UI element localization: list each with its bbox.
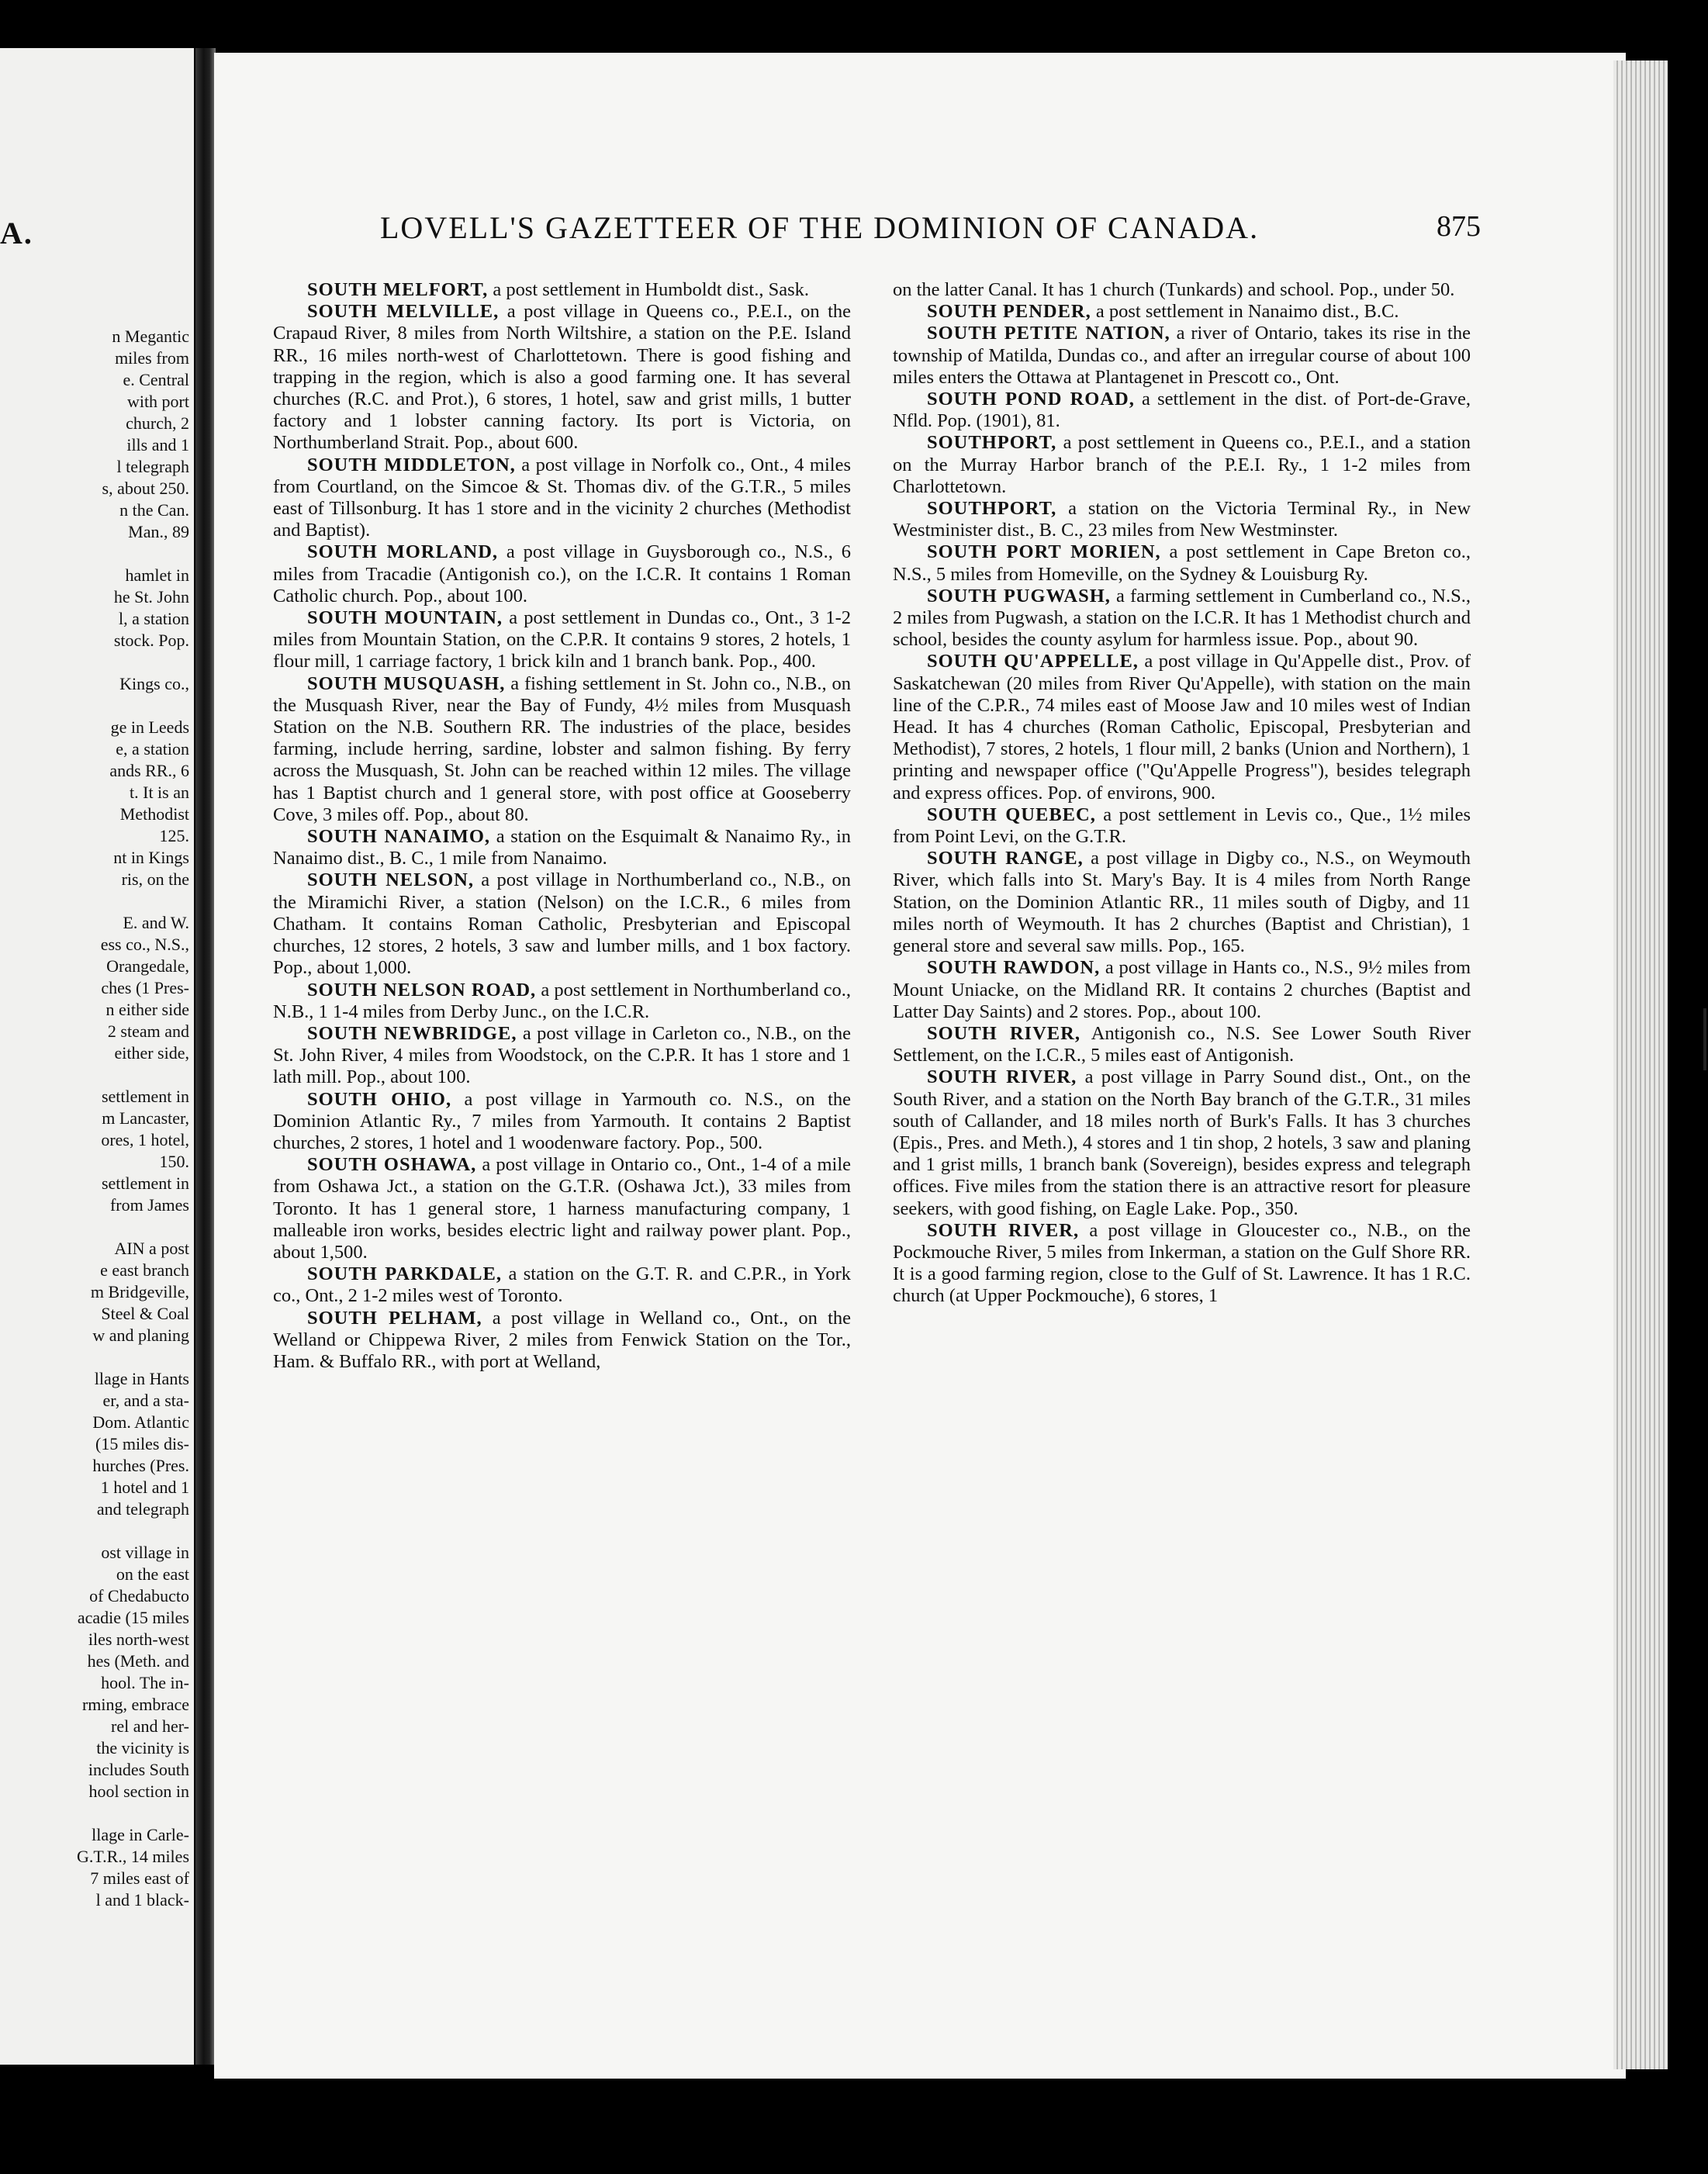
entry-body: a post village in Ontario co., Ont., 1-4 of a mile from Oshawa Jct., a station on the G.T.R. (Oshawa Jct.), 33 miles from Toronto. It has 1 general store, 1 harness manufacturing company, 1 malleable iron works, besides electric light and railway power plant. Pop., about 1,500.: [273, 1154, 852, 1263]
facing-page-line: hurches (Pres.: [92, 1456, 189, 1475]
facing-page-line: and telegraph: [96, 1499, 189, 1519]
facing-page-line: rel and her-: [111, 1716, 189, 1736]
facing-page-line: l and 1 black-: [95, 1890, 189, 1910]
facing-page-line: l telegraph: [116, 457, 189, 476]
entry-body: a post village in Gloucester co., N.B., on the Pockmouche River, 5 miles from Inkerman, a station on the Gulf Shore RR. It is a good farming region, close to the Gulf of St. Lawrence. It has 1 R.C. church (at Upper Pockmouche), 6 stores, 1: [893, 1219, 1471, 1307]
entry-body: a post village in Parry Sound dist., Ont., on the South River, and a station on the North Bay branch of the G.T.R., 31 miles south of Callander, and 18 miles north of Burk's Falls. It has 3 churches (Epis., Pres. and Meth.), 4 stores and 1 tin shop, 2 hotels, 3 saw and planing and 1 grist mills, 1 branch bank (Sovereign), besides express and telegraph offices. Five miles from the station there is an attractive resort for pleasure seekers, with good fishing, on Eagle Lake. Pop., 350.: [893, 1066, 1471, 1219]
entry-body: a post village in Norfolk co., Ont., 4 miles from Courtland, on the Simcoe & St. Thomas div. of the G.T.R., 5 miles east of Tillsonburg. It has 1 store and in the vicinity 2 churches (Methodist and Baptist).: [273, 454, 851, 541]
gazetteer-entry: [893, 279, 1471, 301]
facing-page-line: the vicinity is: [96, 1738, 189, 1758]
entry-heading: SOUTH NELSON ROAD,: [307, 979, 537, 1001]
entry-heading: SOUTH MIDDLETON,: [307, 454, 516, 475]
entry-heading: SOUTH MELVILLE,: [307, 301, 500, 323]
facing-page-line: [0, 890, 189, 912]
facing-page-line: llage in Carle-: [92, 1825, 189, 1844]
facing-page-line: e, a station: [116, 739, 189, 759]
facing-page-line: [0, 1802, 189, 1824]
entry-heading: SOUTH QUEBEC,: [927, 804, 1096, 825]
facing-page-line: ches (1 Pres-: [101, 978, 189, 997]
facing-page-line: m Bridgeville,: [90, 1282, 189, 1301]
gazetteer-entry: [893, 541, 1471, 585]
facing-page-line: rming, embrace: [81, 1695, 189, 1714]
facing-page-line: [0, 1346, 189, 1368]
entry-body: a post settlement in Queens co., P.E.I., and a station on the Murray Harbor branch of the P.E.I. Ry., 1 1-2 miles from Charlottetown.: [893, 432, 1471, 497]
entry-heading: SOUTH PUGWASH,: [927, 585, 1111, 607]
gazetteer-entry: [893, 323, 1471, 389]
facing-page-line: includes South: [88, 1760, 189, 1779]
entry-body: a post village in Hants co., N.S., 9½ miles from Mount Uniacke, on the Midland RR. It contains 2 churches (Baptist and Latter Day Saints) and 2 stores. Pop., about 100.: [893, 957, 1471, 1022]
entry-body: a station on the Victoria Terminal Ry., in New Westminister dist., B. C., 23 miles from New Westminster.: [893, 498, 1471, 541]
facing-page-line: Kings co.,: [119, 674, 189, 693]
page-edges: [1613, 60, 1668, 2069]
facing-page-line: [0, 543, 189, 565]
facing-page-line: Orangedale,: [106, 956, 189, 976]
gazetteer-entry: [273, 1263, 851, 1307]
entry-body: a post village in Qu'Appelle dist., Prov. of Saskatchewan (20 miles from River Qu'Appelle), with station on the main line of the C.P.R., 74 miles east of Moose Jaw and 10 miles west of Indian Head. It has 4 churches (Roman Catholic, Episcopal, Presbyterian and Methodist), 7 stores, 2 hotels, 1 flour mill, 2 banks (Union and Northern), 1 printing and newspaper office ("Qu'Appelle Progress"), besides telegraph and express offices. Pop. of environs, 900.: [893, 651, 1471, 804]
entry-body: a post settlement in Nanaimo dist., B.C.: [1095, 301, 1399, 323]
facing-page-line: 7 miles east of: [90, 1868, 189, 1888]
entry-body: a fishing settlement in St. John co., N.B., on the Musquash River, near the Bay of Fundy, 4½ miles from Musquash Station on the N.B. Southern RR. The industries of the place, besides farming, include herring, sardine, lobster and salmon fishing. By ferry across the Musquash, St. John can be reached within 12 miles. The village has 1 Baptist church and 1 general store, with post office at Gooseberry Cove, 3 miles off. Pop., about 80.: [273, 672, 851, 825]
facing-page-line: 1 hotel and 1: [100, 1478, 189, 1497]
facing-page-line: [0, 1064, 189, 1086]
entry-heading: SOUTH RIVER,: [927, 1219, 1080, 1241]
entry-heading: SOUTH NELSON,: [307, 869, 474, 891]
entry-body: a post settlement in Dundas co., Ont., 3 1-2 miles from Mountain Station, on the C.P.R. It contains 9 stores, 2 hotels, 1 flour mill, 1 carriage factory, 1 brick kiln and 1 branch bank. Pop., 400.: [273, 607, 851, 672]
facing-page-line: Dom. Atlantic: [92, 1412, 189, 1432]
entry-body: on the latter Canal. It has 1 church (Tunkards) and school. Pop., under 50.: [893, 279, 1455, 300]
facing-page-line: l, a station: [118, 609, 189, 628]
facing-page-line: [0, 1520, 189, 1542]
entry-heading: SOUTH PELHAM,: [307, 1307, 482, 1329]
gazetteer-entry: [273, 1308, 851, 1374]
gazetteer-entry: [893, 301, 1471, 323]
facing-page-text: [0, 326, 189, 1911]
facing-page-line: t. It is an: [130, 783, 189, 802]
gazetteer-entry: [273, 980, 851, 1023]
entry-heading: SOUTH PARKDALE,: [307, 1263, 502, 1285]
facing-page-line: Man., 89: [128, 522, 189, 541]
entry-heading: SOUTH NANAIMO,: [307, 826, 491, 848]
facing-page-line: he St. John: [113, 587, 189, 607]
gazetteer-entry: [273, 1154, 851, 1263]
facing-page-line: on the east: [116, 1564, 189, 1584]
gazetteer-entry: [893, 1023, 1471, 1066]
facing-page-line: 2 steam and: [107, 1021, 189, 1041]
facing-page-line: n either side: [105, 1000, 189, 1019]
entry-heading: SOUTH PENDER,: [927, 301, 1091, 323]
facing-page-line: of Chedabucto: [89, 1586, 189, 1605]
entry-heading: SOUTH POND ROAD,: [927, 389, 1135, 410]
facing-page-line: 150.: [159, 1152, 189, 1171]
facing-page-line: e. Central: [123, 370, 189, 389]
left-column: [273, 279, 851, 1373]
facing-page-line: with port: [126, 392, 189, 411]
gazetteer-entry: [893, 957, 1471, 1023]
entry-heading: SOUTH QU'APPELLE,: [927, 651, 1139, 672]
gazetteer-entry: [893, 804, 1471, 848]
entry-body: a post settlement in Cape Breton co., N.S., 5 miles from Homeville, on the Sydney & Louisburg Ry.: [893, 541, 1471, 585]
gazetteer-entry: [893, 586, 1471, 652]
book-gutter: [195, 48, 216, 2065]
page-number: 875: [1437, 210, 1481, 243]
entry-heading: SOUTH RIVER,: [927, 1022, 1080, 1044]
facing-page-line: s, about 250.: [102, 479, 189, 498]
facing-page-line: settlement in: [101, 1087, 189, 1106]
entry-heading: SOUTH OSHAWA,: [307, 1154, 477, 1176]
entry-body: Antigonish co., N.S. See Lower South River Settlement, on the I.C.R., 5 miles east of Antigonish.: [893, 1022, 1471, 1066]
entry-heading: SOUTH MOUNTAIN,: [307, 607, 503, 629]
entry-body: a post settlement in Northumberland co., N.B., 1 1-4 miles from Derby Junc., on the I.C.R.: [273, 979, 852, 1022]
facing-page-line: 125.: [159, 826, 189, 845]
gazetteer-entry: [893, 848, 1471, 957]
entry-heading: SOUTHPORT,: [927, 498, 1057, 520]
margin-mark: [1703, 1008, 1706, 1070]
entry-body: a station on the G.T. R. and C.P.R., in York co., Ont., 2 1-2 miles west of Toronto.: [273, 1263, 852, 1307]
facing-page-header: A.: [0, 216, 33, 251]
entry-heading: SOUTH MORLAND,: [307, 541, 499, 563]
entry-body: a post village in Carleton co., N.B., on the St. John River, 4 miles from Woodstock, on the C.P.R. It has 1 store and 1 lath mill. Pop., about 100.: [273, 1022, 851, 1088]
facing-page-line: ost village in: [101, 1543, 189, 1562]
gazetteer-entry: [273, 541, 851, 607]
facing-page-line: w and planing: [92, 1325, 189, 1345]
facing-page-line: ge in Leeds: [110, 717, 189, 737]
facing-page-line: hes (Meth. and: [87, 1651, 189, 1671]
facing-page-line: ess co., N.S.,: [100, 935, 189, 954]
facing-page-line: hool section in: [88, 1782, 189, 1801]
gazetteer-entry: [893, 432, 1471, 498]
entry-heading: SOUTH NEWBRIDGE,: [307, 1022, 517, 1044]
entry-heading: SOUTH MELFORT,: [307, 279, 489, 300]
entry-heading: SOUTH MUSQUASH,: [307, 672, 506, 694]
facing-page-line: stock. Pop.: [113, 631, 189, 650]
gazetteer-entry: [273, 301, 851, 454]
entry-heading: SOUTH RANGE,: [927, 848, 1084, 869]
facing-page-line: ores, 1 hotel,: [101, 1130, 189, 1149]
gazetteer-entry: [273, 1023, 851, 1089]
entry-heading: SOUTH PORT MORIEN,: [927, 541, 1161, 563]
entry-body: a post village in Welland co., Ont., on the Welland or Chippewa River, 2 miles from Fenwick Station on the Tor., Ham. & Buffalo RR., with port at Welland,: [273, 1307, 852, 1372]
entry-body: a settlement in the dist. of Port-de-Grave, Nfld. Pop. (1901), 81.: [893, 389, 1471, 432]
entry-body: a post settlement in Levis co., Que., 1½ miles from Point Levi, on the G.T.R.: [893, 804, 1471, 848]
facing-page-fragment: [0, 48, 194, 2065]
facing-page-line: er, and a sta-: [102, 1391, 189, 1410]
facing-page-line: n the Can.: [119, 500, 189, 520]
facing-page-line: m Lancaster,: [102, 1108, 189, 1128]
facing-page-line: miles from: [115, 348, 189, 368]
entry-heading: SOUTH RIVER,: [927, 1066, 1077, 1088]
entry-body: a station on the Esquimalt & Nanaimo Ry., in Nanaimo dist., B. C., 1 mile from Nanaimo.: [273, 826, 852, 869]
gazetteer-entry: [273, 279, 851, 301]
entry-body: a post settlement in Humboldt dist., Sask.: [493, 279, 809, 300]
facing-page-line: church, 2: [126, 413, 189, 433]
entry-body: a post village in Guysborough co., N.S., 6 miles from Tracadie (Antigonish co.), on the I.C.R. It contains 1 Roman Catholic church. Pop., about 100.: [273, 541, 851, 607]
facing-page-line: nt in Kings: [113, 848, 189, 867]
entry-heading: SOUTH OHIO,: [307, 1088, 452, 1110]
facing-page-line: acadie (15 miles: [77, 1608, 189, 1627]
gazetteer-entry: [893, 651, 1471, 804]
facing-page-line: either side,: [114, 1043, 189, 1063]
gazetteer-entry: [273, 455, 851, 542]
facing-page-line: [0, 1216, 189, 1238]
facing-page-line: [0, 652, 189, 673]
gazetteer-entry: [273, 607, 851, 673]
facing-page-line: ands RR., 6: [109, 761, 189, 780]
facing-page-line: E. and W.: [123, 913, 189, 932]
entry-heading: SOUTHPORT,: [927, 432, 1057, 454]
gazetteer-entry: [273, 869, 851, 979]
gazetteer-entry: [893, 1220, 1471, 1308]
facing-page-line: Steel & Coal: [101, 1304, 189, 1323]
entry-heading: SOUTH RAWDON,: [927, 957, 1101, 979]
gazetteer-entry: [893, 1066, 1471, 1219]
facing-page-line: Methodist: [119, 804, 189, 824]
facing-page-line: hamlet in: [125, 565, 189, 585]
entry-body: a post village in Yarmouth co. N.S., on the Dominion Atlantic Ry., 7 miles from Yarmouth. It contains 2 Baptist churches, 2 stores, 1 hotel and 1 woodenware factory. Pop., 500.: [273, 1088, 852, 1153]
gazetteer-entry: [273, 673, 851, 826]
facing-page-line: llage in Hants: [94, 1369, 189, 1388]
gazetteer-entry: [893, 498, 1471, 541]
entry-body: a post village in Queens co., P.E.I., on the Crapaud River, 8 miles from North Wiltshire, a station on the P.E. Island RR., 16 miles north-west of Charlottetown. There is good fishing and trapping in the region, which is also a good farming one. It has several churches (R.C. and Prot.), 6 stores, 1 hotel, saw and grist mills, 1 butter factory and 1 lobster canning factory. Its port is Victoria, on Northumberland Strait. Pop., about 600.: [273, 301, 852, 454]
facing-page-line: iles north-west: [88, 1630, 189, 1649]
entry-heading: SOUTH PETITE NATION,: [927, 323, 1170, 344]
facing-page-line: G.T.R., 14 miles: [76, 1847, 189, 1866]
gazetteer-entry: [273, 826, 851, 869]
entry-body: a post village in Digby co., N.S., on Weymouth River, which falls into St. Mary's Bay. It is 4 miles from North Range Station, on the Dominion Atlantic RR., 11 miles south of Digby, and 11 miles north of Weymouth. It has 2 churches (Baptist and Christian), 1 general store and several saw mills. Pop., 165.: [893, 848, 1471, 957]
facing-page-line: hool. The in-: [101, 1673, 189, 1692]
gazetteer-entry: [893, 389, 1471, 432]
facing-page-line: ills and 1: [126, 435, 189, 455]
entry-body: a post village in Northumberland co., N.B., on the Miramichi River, a station (Nelson) on the I.C.R., 6 miles from Chatham. It contains Roman Catholic, Presbyterian and Episcopal churches, 12 stores, 2 hotels, 3 saw and lumber mills, and 1 box factory. Pop., about 1,000.: [273, 869, 852, 979]
gazetteer-entry: [273, 1089, 851, 1155]
facing-page-line: AIN a post: [114, 1239, 189, 1258]
entry-body: a farming settlement in Cumberland co., N.S., 2 miles from Pugwash, a station on the I.C.R. It has 1 Methodist church and school, besides the county asylum for harmless issue. Pop., about 90.: [893, 585, 1471, 651]
facing-page-line: n Megantic: [112, 327, 189, 346]
entry-body: a river of Ontario, takes its rise in the township of Matilda, Dundas co., and after an irregular course of about 100 miles enters the Ottawa at Plantagenet in Prescott co., Ont.: [893, 323, 1471, 388]
facing-page-line: e east branch: [100, 1260, 189, 1280]
running-head: LOVELL'S GAZETTEER OF THE DOMINION OF CANADA.: [380, 210, 1260, 245]
facing-page-line: [0, 695, 189, 717]
facing-page-line: from James: [109, 1195, 189, 1215]
facing-page-line: settlement in: [101, 1173, 189, 1193]
facing-page-line: (15 miles dis-: [95, 1434, 189, 1453]
right-column: [893, 279, 1471, 1308]
facing-page-line: ris, on the: [121, 869, 189, 889]
